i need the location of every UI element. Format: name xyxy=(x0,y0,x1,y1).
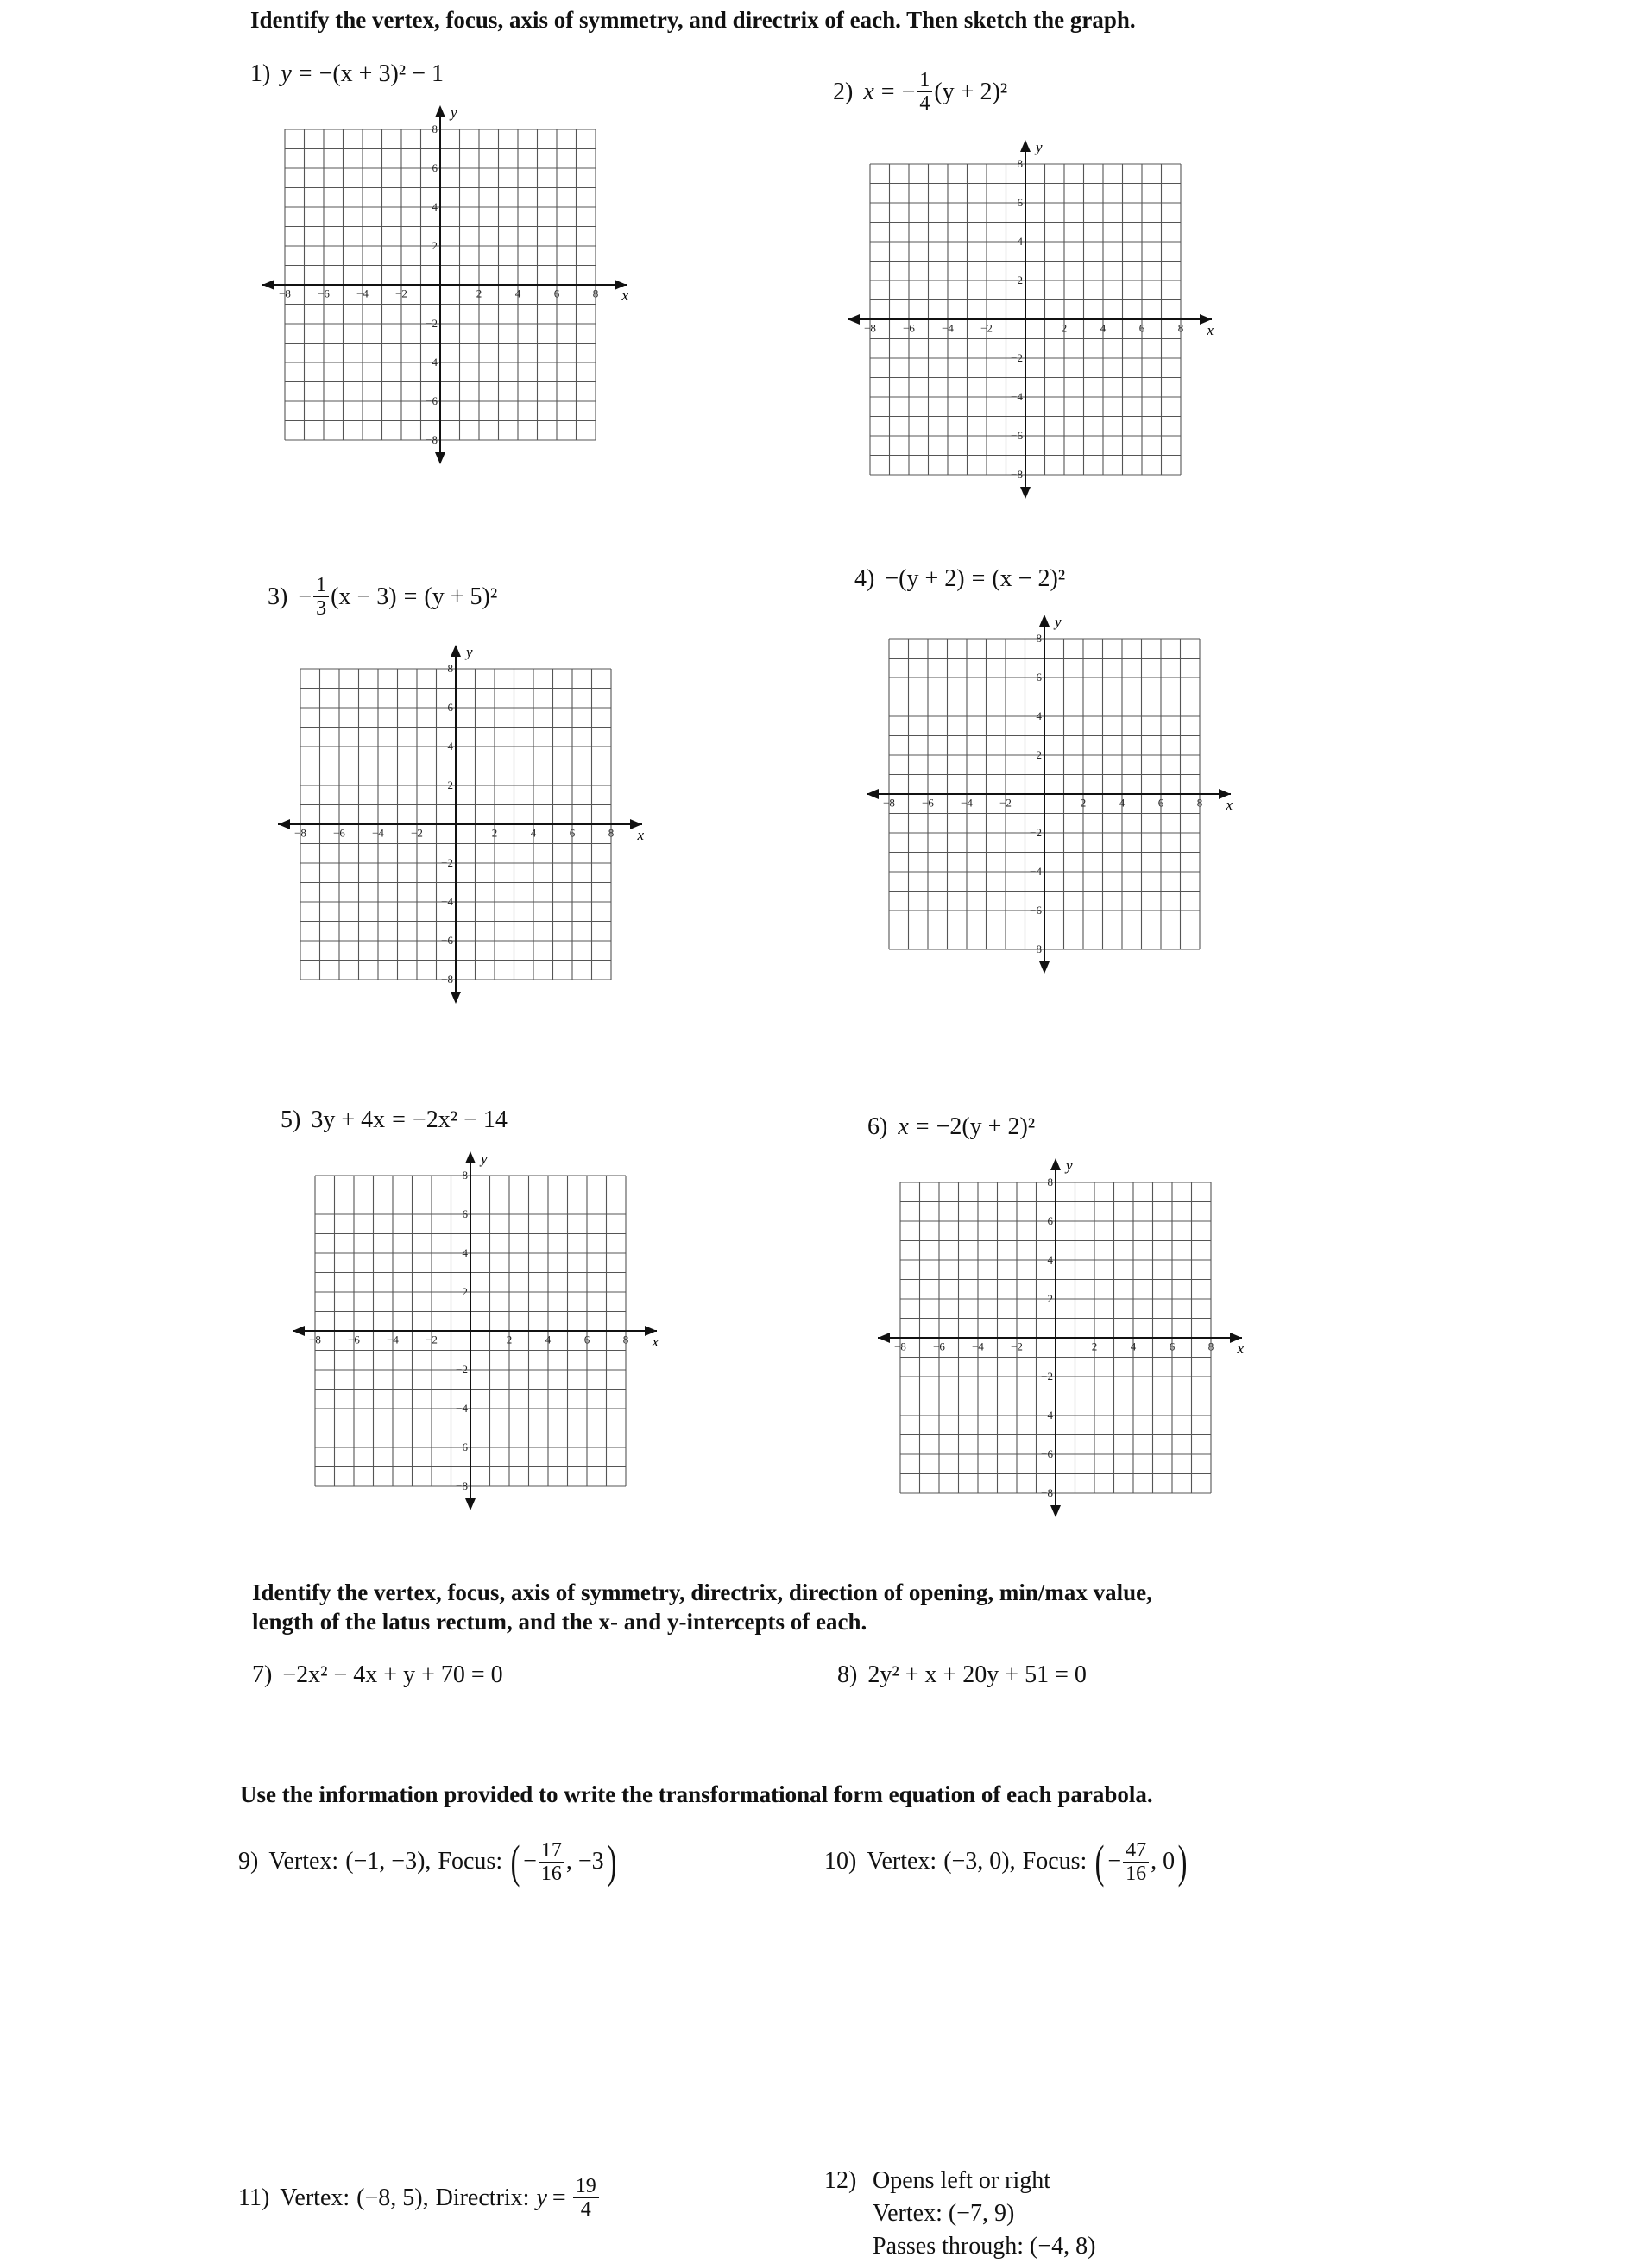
problem-number: 2) xyxy=(833,78,854,105)
x-tick-label: −8 xyxy=(294,826,306,840)
right-paren: ) xyxy=(1177,1836,1188,1888)
equation-rhs: (y + 5)² xyxy=(424,583,498,610)
x-tick-label: 2 xyxy=(506,1333,513,1346)
focus-sign: − xyxy=(523,1848,537,1875)
equals-sign: = xyxy=(971,565,986,592)
x-axis-left-arrow xyxy=(293,1326,305,1336)
y-tick-label: −6 xyxy=(426,394,438,407)
x-tick-label: −4 xyxy=(356,287,369,300)
equals-sign: = xyxy=(298,60,312,87)
problem-12-line2: Vertex: (−7, 9) xyxy=(873,2200,1015,2227)
coordinate-grid[interactable] xyxy=(274,643,649,1005)
graph-3[interactable] xyxy=(274,643,649,1010)
x-tick-label: 8 xyxy=(1196,796,1203,810)
x-tick-label: −2 xyxy=(395,287,407,300)
x-tick-label: −6 xyxy=(922,796,934,810)
graph-6[interactable] xyxy=(874,1157,1249,1523)
problem-number: 10) xyxy=(824,1848,857,1875)
x-tick-label: −6 xyxy=(903,321,915,335)
problem-11 xyxy=(238,2175,601,2221)
x-tick-label: −8 xyxy=(279,287,291,300)
x-axis-label: x xyxy=(1237,1340,1244,1357)
x-tick-label: −8 xyxy=(883,796,895,810)
x-tick-label: −2 xyxy=(1011,1340,1023,1353)
x-tick-label: −8 xyxy=(864,321,876,335)
y-tick-label: −8 xyxy=(1041,1486,1053,1499)
y-axis-up-arrow xyxy=(1020,140,1031,152)
vertex-value: (−1, −3), xyxy=(345,1848,432,1875)
equation-lhs: (x − 3) xyxy=(331,583,397,610)
y-tick-label: −4 xyxy=(1041,1409,1053,1421)
equation-text: 2y² + x + 20y + 51 = 0 xyxy=(867,1661,1087,1688)
x-tick-label: 4 xyxy=(514,287,521,300)
y-tick-label: −6 xyxy=(456,1440,468,1453)
y-tick-label: −2 xyxy=(426,317,438,330)
x-tick-label: 6 xyxy=(553,287,560,300)
y-axis-down-arrow xyxy=(435,452,445,464)
y-tick-label: 6 xyxy=(1017,196,1023,209)
x-tick-label: 8 xyxy=(608,826,615,840)
y-axis-label: y xyxy=(1036,139,1043,155)
x-tick-label: 8 xyxy=(1177,321,1184,335)
y-axis-up-arrow xyxy=(1039,615,1050,627)
y-tick-label: 2 xyxy=(432,239,438,252)
equals-sign: = xyxy=(403,583,418,610)
y-tick-label: 2 xyxy=(1047,1292,1053,1305)
x-tick-label: −6 xyxy=(318,287,330,300)
x-axis-left-arrow xyxy=(867,789,879,799)
x-tick-label: −4 xyxy=(972,1340,984,1353)
problem-10 xyxy=(824,1836,1190,1888)
y-tick-label: 2 xyxy=(1036,748,1042,761)
y-tick-label: −8 xyxy=(426,433,438,446)
vertex-label: Vertex: xyxy=(280,2184,350,2211)
focus-x-fraction: $\frac{17}{16}$ xyxy=(539,1839,564,1885)
y-axis-up-arrow xyxy=(435,105,445,117)
x-tick-label: −6 xyxy=(933,1340,945,1353)
x-tick-label: 4 xyxy=(545,1333,552,1346)
x-tick-label: −4 xyxy=(961,796,973,810)
problem-5-equation xyxy=(281,1106,508,1134)
equation-rhs: −2x² − 14 xyxy=(412,1106,508,1133)
y-tick-label: −6 xyxy=(1011,429,1023,442)
problem-number: 4) xyxy=(854,565,875,592)
y-tick-label: 8 xyxy=(1017,157,1023,170)
y-tick-label: −6 xyxy=(441,934,453,947)
x-tick-label: 6 xyxy=(1138,321,1145,335)
problem-12-line3: Passes through: (−4, 8) xyxy=(873,2233,1096,2260)
x-tick-label: 8 xyxy=(622,1333,629,1346)
y-axis-label: y xyxy=(1066,1157,1073,1174)
y-axis-label: y xyxy=(481,1150,488,1167)
coordinate-grid[interactable] xyxy=(259,104,634,466)
x-axis-label: x xyxy=(652,1333,659,1350)
coordinate-grid[interactable] xyxy=(289,1150,664,1512)
x-tick-label: −2 xyxy=(999,796,1012,810)
y-tick-label: 2 xyxy=(462,1285,468,1298)
x-tick-label: −2 xyxy=(980,321,993,335)
problem-4-equation xyxy=(854,565,1065,593)
y-axis-label: y xyxy=(1055,614,1062,630)
problem-2-equation xyxy=(833,69,1007,115)
focus-label: Focus: xyxy=(1022,1848,1088,1875)
coefficient-sign: − xyxy=(901,78,916,105)
equation-lhs: x xyxy=(898,1113,909,1140)
x-tick-label: 2 xyxy=(1091,1340,1098,1353)
y-tick-label: 8 xyxy=(432,123,438,136)
x-axis-left-arrow xyxy=(278,819,290,829)
x-tick-label: 6 xyxy=(1169,1340,1176,1353)
x-tick-label: 6 xyxy=(583,1333,590,1346)
y-tick-label: −8 xyxy=(456,1479,468,1492)
focus-rest: , −3 xyxy=(565,1848,604,1875)
problem-12-line1: Opens left or right xyxy=(873,2167,1051,2194)
y-axis-up-arrow xyxy=(451,645,461,657)
coordinate-grid[interactable] xyxy=(863,613,1238,975)
x-axis-label: x xyxy=(1226,797,1233,813)
problem-number: 11) xyxy=(238,2184,270,2211)
y-tick-label: −2 xyxy=(1011,351,1023,364)
problem-number: 5) xyxy=(281,1106,301,1133)
x-tick-label: 8 xyxy=(592,287,599,300)
x-tick-label: 4 xyxy=(1130,1340,1137,1353)
y-axis-up-arrow xyxy=(465,1151,476,1163)
x-tick-label: −4 xyxy=(372,826,384,840)
x-tick-label: −8 xyxy=(309,1333,321,1346)
x-axis-label: x xyxy=(637,827,644,843)
graph-4[interactable] xyxy=(863,613,1238,980)
y-tick-label: −4 xyxy=(456,1402,468,1415)
equals-sign: = xyxy=(552,2184,566,2211)
coordinate-grid[interactable] xyxy=(874,1157,1249,1519)
y-tick-label: 4 xyxy=(1017,235,1023,248)
x-tick-label: 2 xyxy=(1061,321,1068,335)
problem-9 xyxy=(238,1836,620,1888)
equals-sign: = xyxy=(880,78,895,105)
y-tick-label: 4 xyxy=(447,740,453,753)
equation-rhs: (x − 2)² xyxy=(992,565,1066,592)
y-tick-label: 8 xyxy=(1047,1176,1053,1188)
x-tick-label: −8 xyxy=(894,1340,906,1353)
y-tick-label: −8 xyxy=(441,973,453,986)
section1-instruction: Identify the vertex, focus, axis of symmetry, and directrix of each. Then sketch the graph. xyxy=(250,7,1136,33)
x-tick-label: 8 xyxy=(1207,1340,1214,1353)
y-axis-down-arrow xyxy=(1039,961,1050,974)
problem-1-equation xyxy=(250,60,444,88)
focus-label: Focus: xyxy=(438,1848,503,1875)
x-tick-label: 4 xyxy=(530,826,537,840)
y-tick-label: 6 xyxy=(432,161,438,174)
section3-instruction: Use the information provided to write the transformational form equation of each parabola. xyxy=(240,1781,1153,1807)
equation-text: −2x² − 4x + y + 70 = 0 xyxy=(282,1661,503,1688)
problem-3-equation xyxy=(268,574,497,620)
equation-lhs: −(y + 2) xyxy=(885,565,965,592)
x-tick-label: 4 xyxy=(1100,321,1107,335)
x-tick-label: −4 xyxy=(942,321,954,335)
x-tick-label: 2 xyxy=(1080,796,1087,810)
problem-number: 8) xyxy=(837,1661,858,1688)
x-tick-label: 6 xyxy=(569,826,576,840)
y-axis-down-arrow xyxy=(1050,1505,1061,1517)
problem-number: 3) xyxy=(268,583,288,610)
equals-sign: = xyxy=(392,1106,406,1133)
y-tick-label: 6 xyxy=(462,1207,468,1220)
problem-7-equation xyxy=(252,1661,503,1689)
focus-sign: − xyxy=(1107,1848,1122,1875)
x-tick-label: −6 xyxy=(333,826,345,840)
problem-6-equation xyxy=(867,1113,1035,1141)
left-paren: ( xyxy=(510,1836,520,1888)
y-axis-down-arrow xyxy=(465,1498,476,1510)
graph-5[interactable] xyxy=(289,1150,664,1516)
y-tick-label: 6 xyxy=(1047,1214,1053,1227)
section2-instruction xyxy=(252,1578,1152,1636)
problem-number: 12) xyxy=(824,2167,857,2194)
y-axis-down-arrow xyxy=(1020,487,1031,499)
vertex-value: (−8, 5), xyxy=(356,2184,429,2211)
y-tick-label: −2 xyxy=(456,1363,468,1376)
y-tick-label: −8 xyxy=(1030,942,1042,955)
left-paren: ( xyxy=(1094,1836,1105,1888)
vertex-label: Vertex: xyxy=(268,1848,339,1875)
directrix-label: Directrix: xyxy=(435,2184,530,2211)
x-tick-label: −4 xyxy=(387,1333,399,1346)
y-tick-label: −2 xyxy=(441,856,453,869)
y-tick-label: 4 xyxy=(432,200,438,213)
equation-rhs: −2(y + 2)² xyxy=(936,1113,1036,1140)
directrix-fraction: $\frac{19}{4}$ xyxy=(573,2175,599,2221)
equation-rhs: (y + 2)² xyxy=(934,78,1008,105)
x-axis-left-arrow xyxy=(848,314,860,325)
x-tick-label: 6 xyxy=(1157,796,1164,810)
y-tick-label: 2 xyxy=(1017,274,1023,287)
x-tick-label: −6 xyxy=(348,1333,360,1346)
problem-12 xyxy=(824,2165,1095,2263)
y-axis-down-arrow xyxy=(451,992,461,1004)
y-tick-label: 8 xyxy=(462,1169,468,1182)
y-tick-label: 8 xyxy=(447,662,453,675)
problem-number: 1) xyxy=(250,60,271,87)
y-tick-label: −4 xyxy=(1011,390,1023,403)
y-tick-label: 6 xyxy=(1036,671,1042,684)
directrix-variable: y xyxy=(536,2184,547,2211)
right-paren: ) xyxy=(607,1836,617,1888)
focus-rest: , 0 xyxy=(1151,1848,1176,1875)
y-tick-label: 4 xyxy=(462,1246,468,1259)
section2-instruction-line1: Identify the vertex, focus, axis of symmetry, directrix, direction of opening, min/max value, xyxy=(252,1579,1152,1605)
x-axis-label: x xyxy=(1207,322,1214,338)
equation-rhs: −(x + 3)² − 1 xyxy=(318,60,444,87)
graph-2[interactable] xyxy=(844,138,1219,505)
vertex-label: Vertex: xyxy=(867,1848,937,1875)
equation-lhs: x xyxy=(863,78,874,105)
problem-8-equation xyxy=(837,1661,1087,1689)
x-axis-left-arrow xyxy=(262,280,274,290)
x-tick-label: 2 xyxy=(491,826,498,840)
focus-x-fraction: $\frac{47}{16}$ xyxy=(1123,1839,1149,1885)
y-axis-label: y xyxy=(466,644,473,660)
y-tick-label: 4 xyxy=(1047,1253,1053,1266)
equation-lhs: 3y + 4x xyxy=(311,1106,386,1133)
y-tick-label: 4 xyxy=(1036,709,1042,722)
equation-lhs: y xyxy=(281,60,292,87)
y-tick-label: 6 xyxy=(447,701,453,714)
coefficient-fraction: $\frac{1}{4}$ xyxy=(917,69,932,115)
x-axis-label: x xyxy=(621,287,628,304)
coefficient-sign: − xyxy=(298,583,312,610)
section2-instruction-line2: length of the latus rectum, and the x- and y-intercepts of each. xyxy=(252,1609,867,1635)
problem-number: 9) xyxy=(238,1848,259,1875)
coefficient-fraction: $\frac{1}{3}$ xyxy=(313,574,329,620)
y-tick-label: −2 xyxy=(1030,826,1042,839)
graph-1[interactable] xyxy=(259,104,634,470)
x-axis-left-arrow xyxy=(878,1333,890,1343)
y-tick-label: −8 xyxy=(1011,468,1023,481)
y-tick-label: 8 xyxy=(1036,632,1042,645)
x-tick-label: 2 xyxy=(476,287,482,300)
problem-number: 7) xyxy=(252,1661,273,1688)
problem-number: 6) xyxy=(867,1113,888,1140)
x-tick-label: −2 xyxy=(426,1333,438,1346)
x-tick-label: 4 xyxy=(1119,796,1126,810)
y-axis-up-arrow xyxy=(1050,1158,1061,1170)
x-tick-label: −2 xyxy=(411,826,423,840)
equals-sign: = xyxy=(915,1113,930,1140)
coordinate-grid[interactable] xyxy=(844,138,1219,501)
y-axis-label: y xyxy=(451,104,457,121)
y-tick-label: −4 xyxy=(1030,865,1042,878)
vertex-value: (−3, 0), xyxy=(943,1848,1016,1875)
y-tick-label: −4 xyxy=(426,356,438,369)
y-tick-label: −2 xyxy=(1041,1370,1053,1383)
y-tick-label: 2 xyxy=(447,778,453,791)
y-tick-label: −4 xyxy=(441,895,453,908)
y-tick-label: −6 xyxy=(1030,904,1042,917)
y-tick-label: −6 xyxy=(1041,1447,1053,1460)
